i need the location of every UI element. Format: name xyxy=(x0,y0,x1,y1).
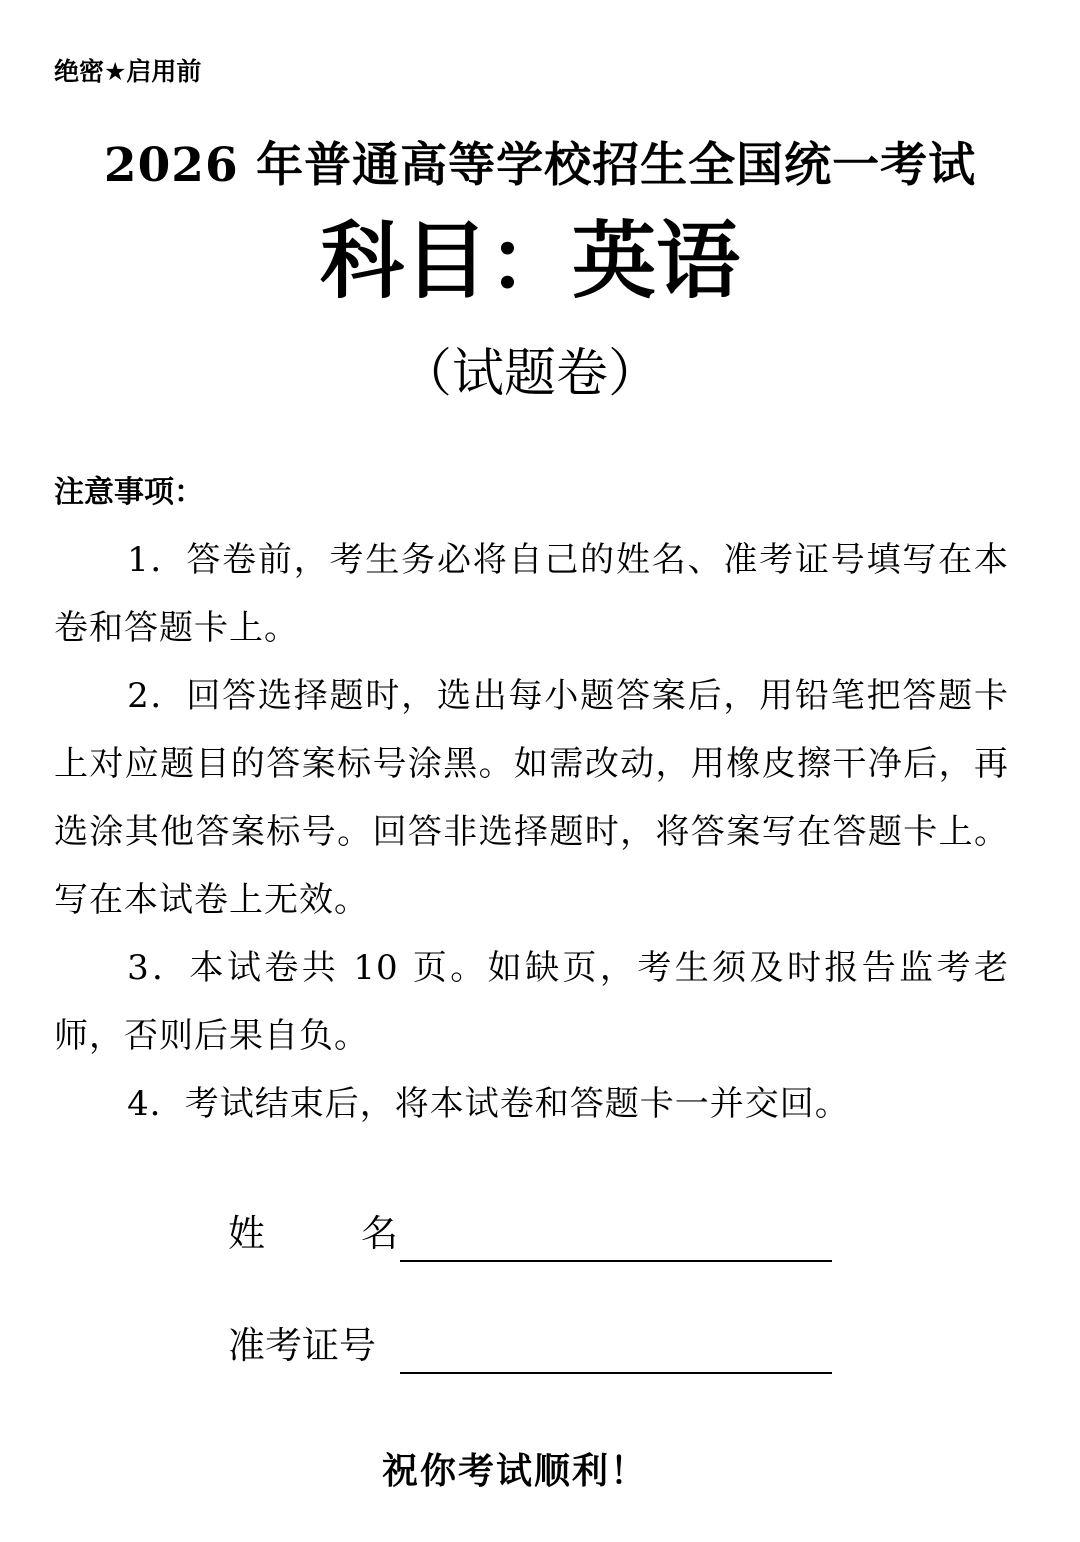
notice-item-2: 2．回答选择题时，选出每小题答案后，用铅笔把答题卡上对应题目的答案标号涂黑。如需改动，用橡皮擦干净后，再选涂其他答案标号。回答非选择题时，将答案写在答题卡上。写在本试卷上无效。 xyxy=(54,676,1009,920)
name-blank-line[interactable] xyxy=(400,1216,832,1262)
notice-list xyxy=(54,526,1009,1138)
exam-id-field-label: 准考证号 xyxy=(228,1324,376,1367)
subject-title: 科目：英语 xyxy=(319,212,740,310)
confidential-label: 绝密★启用前 xyxy=(54,57,202,86)
notice-item-4: 4．考试结束后，将本试卷和答题卡一并交回。 xyxy=(127,1084,850,1124)
name-field xyxy=(228,1206,832,1262)
good-luck-message: 祝你考试顺利！ xyxy=(381,1451,648,1492)
notice-heading: 注意事项： xyxy=(54,475,204,510)
notice-item-1: 1．答卷前，考生务必将自己的姓名、准考证号填写在本卷和答题卡上。 xyxy=(54,540,1009,648)
notice-item-3: 3．本试卷共 10 页。如缺页，考生须及时报告监考老师，否则后果自负。 xyxy=(54,948,1009,1056)
name-field-label: 姓名 xyxy=(228,1212,398,1255)
exam-id-field xyxy=(228,1318,832,1374)
exam-title: 2026 年普通高等学校招生全国统一考试 xyxy=(103,138,977,193)
exam-id-blank-line[interactable] xyxy=(400,1328,832,1374)
paper-type-label: （试题卷） xyxy=(399,344,660,404)
